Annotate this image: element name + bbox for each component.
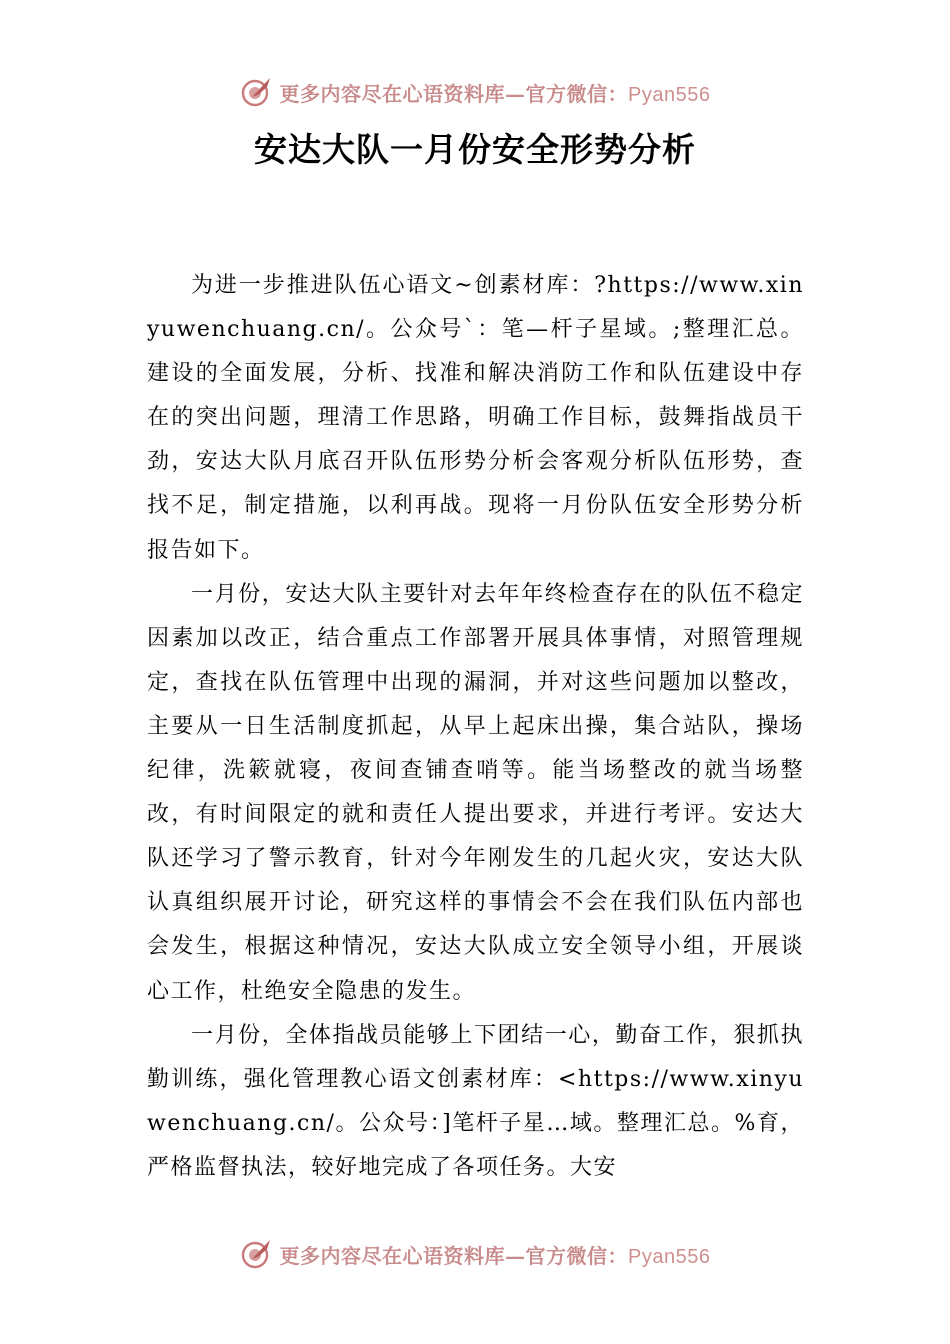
paragraph-3: 一月份，全体指战员能够上下团结一心，勤奋工作，狠抓执勤训练，强化管理教心语文创素材库：<https://www.xinyuwenchuang.cn/。公众号：]笔杆子星…域。整理汇总。%育，严格监督执法，较好地完成了各项任务。大安: [147, 1022, 804, 1180]
paragraph-1: 为进一步推进队伍心语文~创素材库：?https://www.xinyuwenchuang.cn/。公众号`：笔—杆子星域。;整理汇总。建设的全面发展，分析、找准和解决消防工作和队伍建设中存在的突出问题，理清工作思路，明确工作目标，鼓舞指战员干劲，安达大队月底召开队伍形势分析会客观分析队伍形势，查找不足，制定措施，以利再战。现将一月份队伍安全形势分析报告如下。: [147, 273, 804, 563]
watermark-footer: [0, 1234, 950, 1274]
paragraph-2: 一月份，安达大队主要针对去年年终检查存在的队伍不稳定因素加以改正，结合重点工作部署开展具体事情，对照管理规定，查找在队伍管理中出现的漏洞，并对这些问题加以整改，主要从一日生活制度抓起，从早上起床出操，集合站队，操场纪律，洗簌就寝，夜间查铺查哨等。能当场整改的就当场整改，有时间限定的就和责任人提出要求，并进行考评。安达大队还学习了警示教育，针对今年刚发生的几起火灾，安达大队认真组织展开讨论，研究这样的事情会不会在我们队伍内部也会发生，根据这种情况，安达大队成立安全领导小组，开展谈心工作，杜绝安全隐患的发生。: [147, 581, 804, 1004]
quill-logo-icon: [240, 1237, 274, 1271]
document-body: [147, 264, 804, 1190]
watermark-text: 更多内容尽在心语资料库—官方微信：Pyan556: [279, 81, 711, 106]
document-title: 安达大队一月份安全形势分析: [254, 130, 696, 169]
quill-logo-icon: [240, 75, 274, 109]
watermark-header: [0, 72, 950, 112]
watermark-text: 更多内容尽在心语资料库—官方微信：Pyan556: [279, 1243, 711, 1268]
